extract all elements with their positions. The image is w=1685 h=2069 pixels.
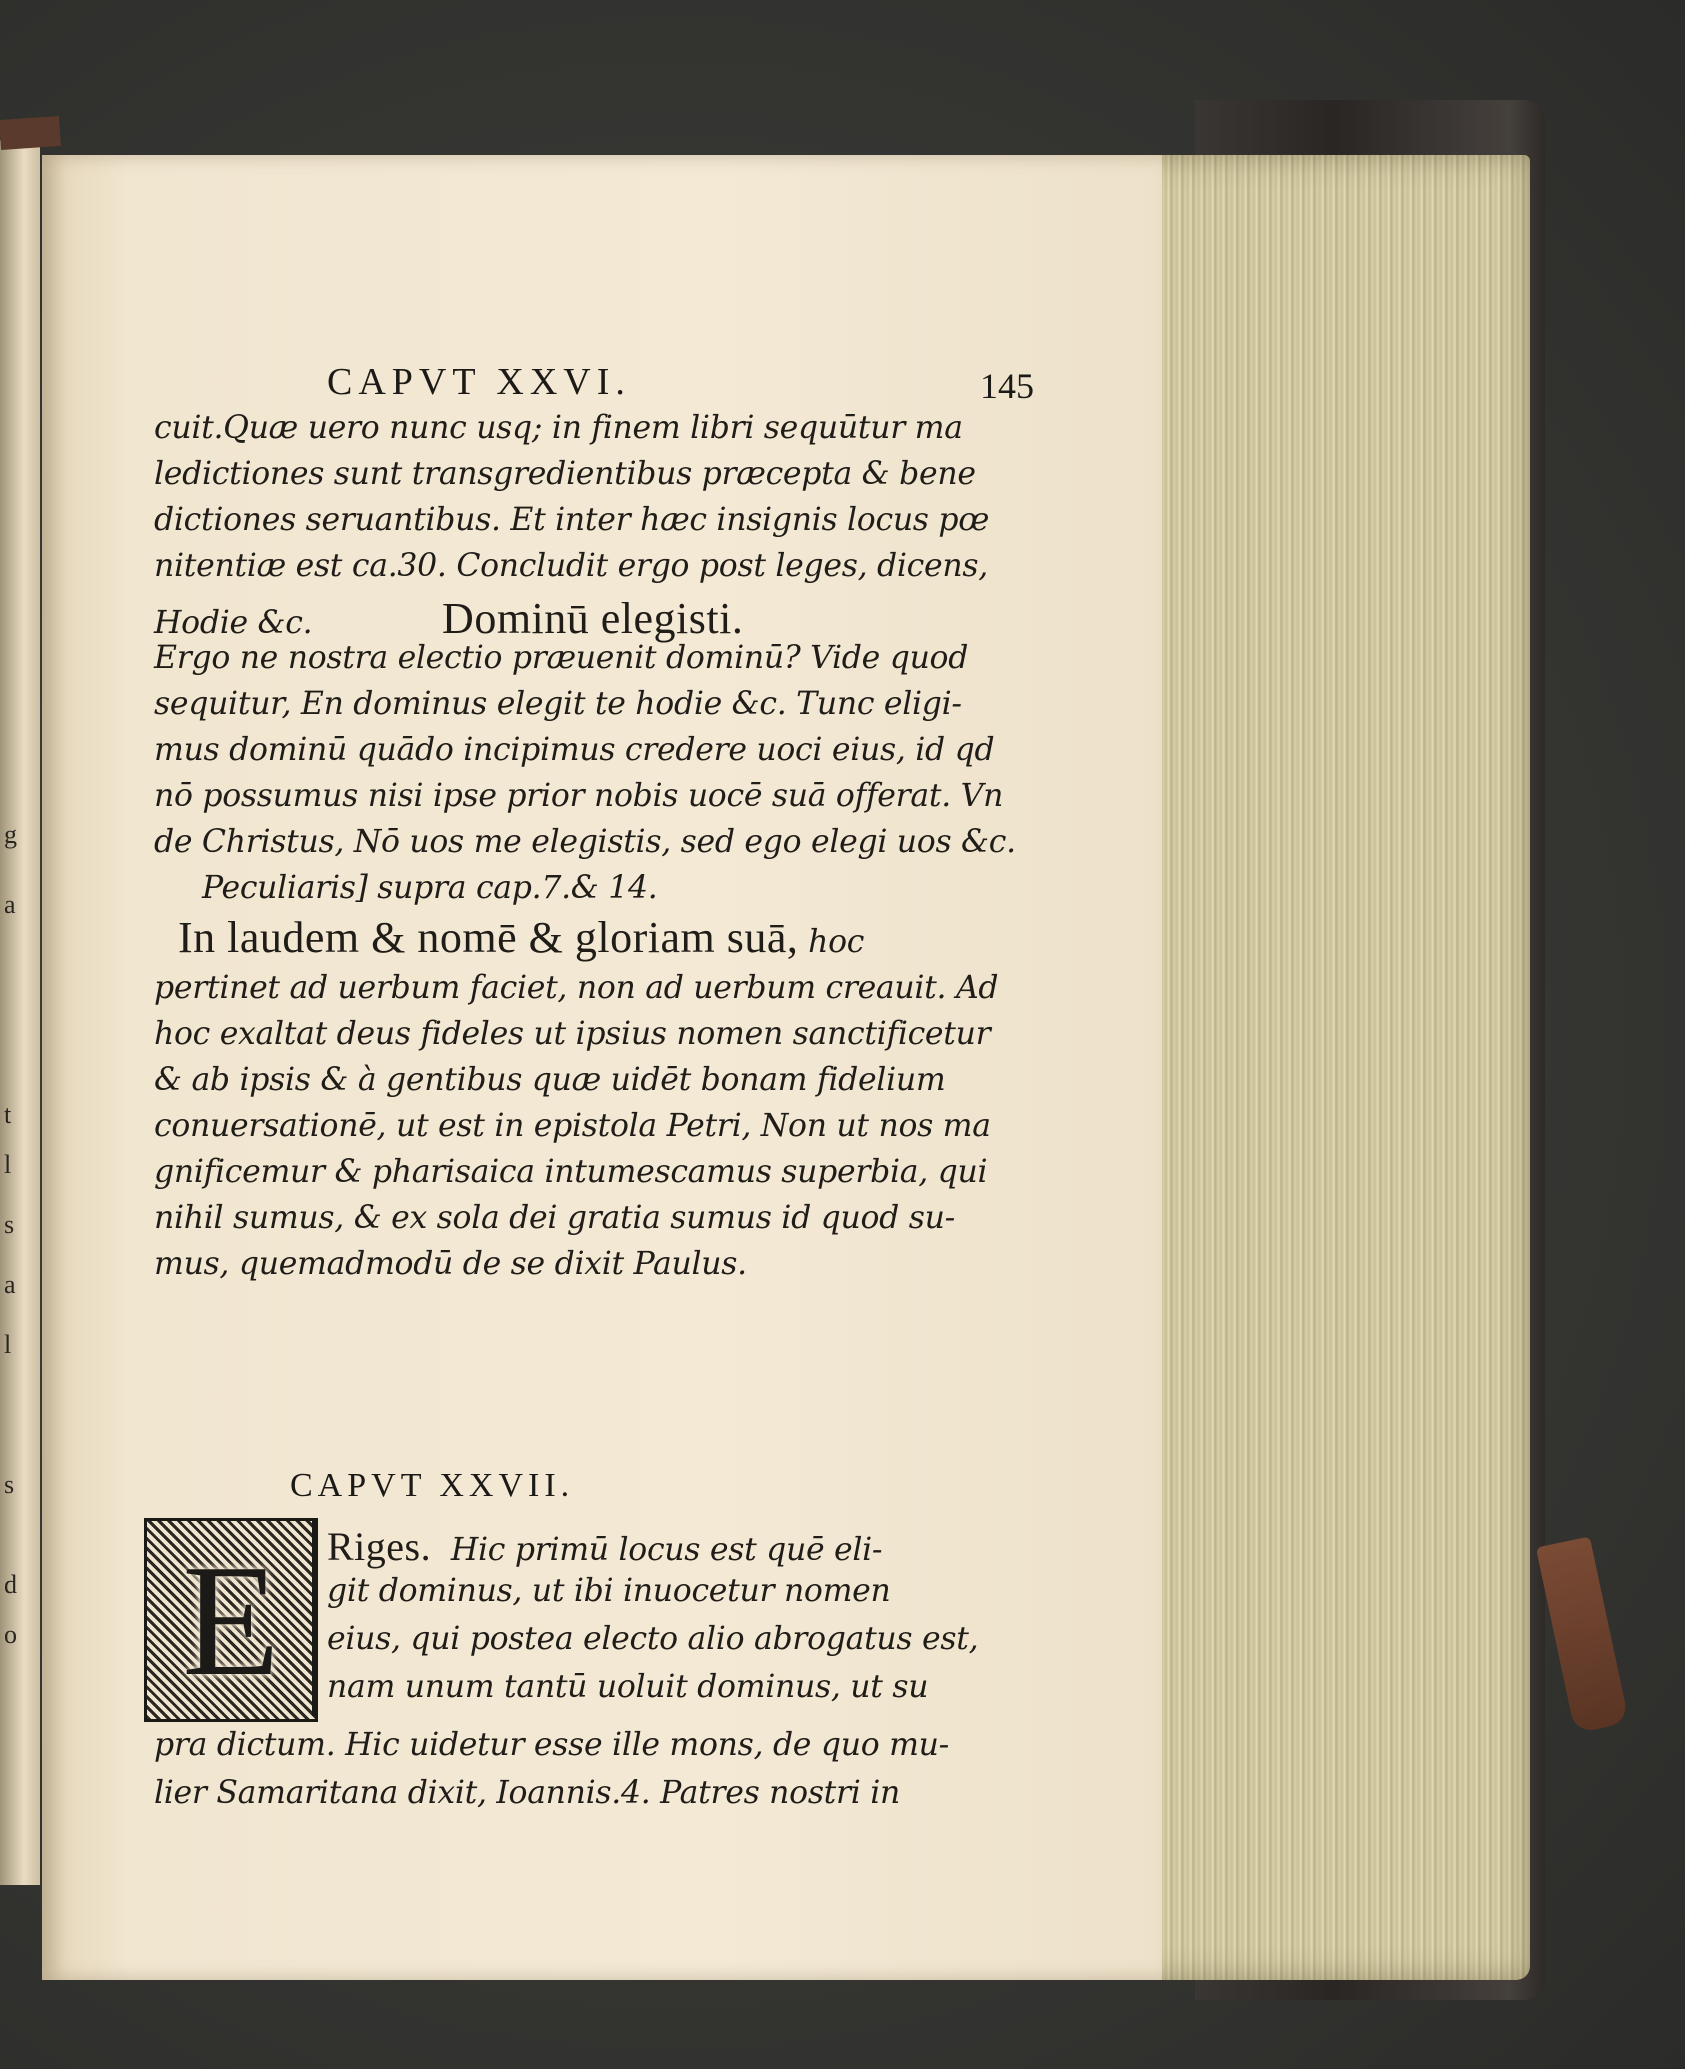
left-margin-fragment: l: [4, 1330, 12, 1359]
left-margin-fragment: s: [4, 1210, 15, 1239]
text-line: de Christus, Nō uos me elegistis, sed ego elegi uos &c.: [154, 824, 1016, 860]
lemma-dominum: Dominū elegisti.: [442, 594, 744, 643]
text-line: eius, qui postea electo alio abrogatus est,: [327, 1621, 979, 1657]
hodie-line: [154, 593, 743, 644]
chapter-heading: CAPVT XXVII.: [290, 1467, 575, 1504]
text-line: sequitur, En dominus elegit te hodie &c. Tunc eligi-: [154, 686, 962, 722]
text-line: mus dominū quādo incipimus credere uoci eius, id qd: [154, 732, 995, 768]
text-line: mus, quemadmodū de se dixit Paulus.: [154, 1246, 747, 1282]
text-line: lier Samaritana dixit, Ioannis.4. Patres nostri in: [154, 1775, 901, 1811]
text-line: Ergo ne nostra electio præuenit dominū? Vide quod: [154, 640, 969, 676]
text-line: pertinet ad uerbum faciet, non ad uerbum creauit. Ad: [154, 970, 999, 1006]
text-line: & ab ipsis & à gentibus quæ uidēt bonam fidelium: [154, 1062, 946, 1098]
text-line: git dominus, ut ibi inuocetur nomen: [327, 1573, 891, 1609]
text-line: pra dictum. Hic uidetur esse ille mons, de quo mu-: [154, 1727, 949, 1763]
left-margin-fragment: d: [4, 1570, 17, 1599]
text-line: nam unum tantū uoluit dominus, ut su: [327, 1669, 929, 1705]
page-number: 145: [980, 366, 1034, 406]
left-cover-corner: [0, 116, 61, 150]
left-margin-fragment: a: [4, 1270, 16, 1299]
lemma-eriges: Riges.: [327, 1524, 432, 1569]
running-head: CAPVT XXVI.: [327, 361, 631, 403]
left-margin-fragment: g: [4, 820, 17, 849]
decorated-initial: [144, 1518, 318, 1722]
hodie-text: Hodie &c.: [154, 605, 313, 641]
text-line: ledictiones sunt transgredientibus præcepta & bene: [154, 456, 976, 492]
text-line: dictiones seruantibus. Et inter hæc insignis locus pœ: [154, 502, 990, 538]
left-margin-fragment: o: [4, 1620, 17, 1649]
text-line: gnificemur & pharisaica intumescamus superbia, qui: [154, 1154, 988, 1190]
page-edges: [1130, 155, 1530, 1980]
left-margin-fragment: a: [4, 890, 16, 919]
book: [0, 100, 1545, 2000]
text-line: nō possumus nisi ipse prior nobis uocē suā offerat. Vn: [154, 778, 1004, 814]
left-margin-fragment: t: [4, 1100, 12, 1129]
left-margin-fragment: l: [4, 1150, 12, 1179]
initial-letter: E: [182, 1530, 280, 1709]
lemma-tail: hoc: [808, 924, 865, 960]
text-line: conuersationē, ut est in epistola Petri, Non ut nos ma: [154, 1108, 991, 1144]
right-page: [42, 155, 1162, 1980]
lemma-in-laudem-line: [178, 912, 864, 963]
lemma-in-laudem: In laudem & nomē & gloriam suā,: [178, 913, 799, 962]
text-line: cuit.Quæ uero nunc usq; in finem libri sequūtur ma: [154, 410, 963, 446]
text-line: hoc exaltat deus fideles ut ipsius nomen sanctificetur: [154, 1016, 991, 1052]
left-margin-fragment: s: [4, 1470, 15, 1499]
cap27-first-line: [327, 1523, 882, 1570]
peculiaris-line: Peculiaris] supra cap.7.& 14.: [202, 870, 658, 906]
cap27-line-0: Hic primū locus est quē eli-: [450, 1532, 883, 1568]
text-line: nihil sumus, & ex sola dei gratia sumus id quod su-: [154, 1200, 955, 1236]
initial-frame-rule: [312, 1518, 315, 1716]
text-line: nitentiæ est ca.30. Concludit ergo post leges, dicens,: [154, 548, 988, 584]
